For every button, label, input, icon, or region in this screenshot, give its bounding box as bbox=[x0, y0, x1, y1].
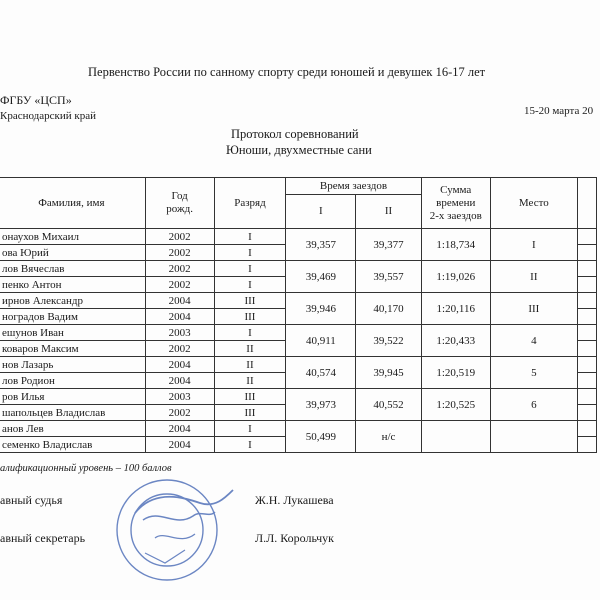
extra-cell bbox=[577, 405, 596, 421]
event-dates: 15-20 марта 20 bbox=[524, 105, 594, 117]
header-total: Сумма времени 2-х заездов bbox=[421, 178, 490, 229]
athlete-name: лов Родион bbox=[0, 373, 145, 389]
birth-year: 2002 bbox=[145, 245, 214, 261]
competition-title: Первенство России по санному спорту среди юношей и девушек 16-17 лет bbox=[88, 65, 486, 79]
sport-rank: I bbox=[214, 277, 286, 293]
athlete-name: ирнов Александр bbox=[0, 293, 145, 309]
athlete-name: ова Юрий bbox=[0, 245, 145, 261]
run1-time: 39,357 bbox=[286, 229, 356, 261]
extra-cell bbox=[577, 421, 596, 437]
run2-time: 39,522 bbox=[356, 325, 421, 357]
official-seal-icon bbox=[105, 468, 245, 588]
extra-cell bbox=[577, 261, 596, 277]
header-place: Место bbox=[490, 178, 577, 229]
birth-year: 2002 bbox=[145, 405, 214, 421]
athlete-name: нов Лазарь bbox=[0, 357, 145, 373]
sport-rank: III bbox=[214, 293, 286, 309]
sport-rank: I bbox=[214, 245, 286, 261]
place: I bbox=[490, 229, 577, 261]
total-time: 1:20,433 bbox=[421, 325, 490, 357]
header-year: Год рожд. bbox=[145, 178, 214, 229]
total-time: 1:19,026 bbox=[421, 261, 490, 293]
run2-time: 40,552 bbox=[356, 389, 421, 421]
total-time: 1:20,116 bbox=[421, 293, 490, 325]
birth-year: 2004 bbox=[145, 373, 214, 389]
sport-rank: I bbox=[214, 421, 286, 437]
extra-cell bbox=[577, 341, 596, 357]
athlete-name: лов Вячеслав bbox=[0, 261, 145, 277]
chief-judge-name: Ж.Н. Лукашева bbox=[255, 493, 334, 507]
athlete-name: онаухов Михаил bbox=[0, 229, 145, 245]
protocol-heading: Протокол соревнований bbox=[231, 127, 359, 141]
athlete-name: семенко Владислав bbox=[0, 437, 145, 453]
athlete-name: коваров Максим bbox=[0, 341, 145, 357]
extra-cell bbox=[577, 389, 596, 405]
run2-time: 39,557 bbox=[356, 261, 421, 293]
header-run-times: Время заездов bbox=[286, 178, 421, 195]
run1-time: 40,911 bbox=[286, 325, 356, 357]
birth-year: 2002 bbox=[145, 341, 214, 357]
table-row bbox=[0, 357, 597, 373]
birth-year: 2004 bbox=[145, 357, 214, 373]
extra-cell bbox=[577, 373, 596, 389]
sport-rank: III bbox=[214, 389, 286, 405]
total-time bbox=[421, 421, 490, 453]
place: II bbox=[490, 261, 577, 293]
athlete-name: пенко Антон bbox=[0, 277, 145, 293]
run2-time: 39,945 bbox=[356, 357, 421, 389]
birth-year: 2004 bbox=[145, 421, 214, 437]
extra-cell bbox=[577, 277, 596, 293]
header-extra bbox=[577, 178, 596, 229]
birth-year: 2003 bbox=[145, 325, 214, 341]
sport-rank: I bbox=[214, 325, 286, 341]
athlete-name: ров Илья bbox=[0, 389, 145, 405]
run2-time: 39,377 bbox=[356, 229, 421, 261]
athlete-name: анов Лев bbox=[0, 421, 145, 437]
qualification-note: алификационный уровень – 100 баллов bbox=[0, 463, 172, 474]
birth-year: 2004 bbox=[145, 309, 214, 325]
chief-judge-role: авный судья bbox=[0, 493, 63, 507]
extra-cell bbox=[577, 357, 596, 373]
run1-time: 39,973 bbox=[286, 389, 356, 421]
total-time: 1:18,734 bbox=[421, 229, 490, 261]
extra-cell bbox=[577, 245, 596, 261]
birth-year: 2003 bbox=[145, 389, 214, 405]
header-rank: Разряд bbox=[214, 178, 286, 229]
table-row bbox=[0, 421, 597, 437]
sport-rank: I bbox=[214, 229, 286, 245]
athlete-name: шапольцев Владислав bbox=[0, 405, 145, 421]
place: 6 bbox=[490, 389, 577, 421]
place bbox=[490, 421, 577, 453]
total-time: 1:20,519 bbox=[421, 357, 490, 389]
extra-cell bbox=[577, 293, 596, 309]
chief-secretary-role: авный секретарь bbox=[0, 531, 86, 545]
region: Краснодарский край bbox=[0, 110, 97, 122]
table-row bbox=[0, 293, 597, 309]
birth-year: 2002 bbox=[145, 229, 214, 245]
sport-rank: III bbox=[214, 309, 286, 325]
table-row bbox=[0, 261, 597, 277]
header-run1: I bbox=[286, 195, 356, 229]
sport-rank: I bbox=[214, 261, 286, 277]
table-row bbox=[0, 229, 597, 245]
sport-rank: II bbox=[214, 341, 286, 357]
run1-time: 39,469 bbox=[286, 261, 356, 293]
sport-rank: II bbox=[214, 357, 286, 373]
total-time: 1:20,525 bbox=[421, 389, 490, 421]
sport-rank: I bbox=[214, 437, 286, 453]
run1-time: 50,499 bbox=[286, 421, 356, 453]
run1-time: 40,574 bbox=[286, 357, 356, 389]
extra-cell bbox=[577, 437, 596, 453]
extra-cell bbox=[577, 309, 596, 325]
place: III bbox=[490, 293, 577, 325]
organization: ФГБУ «ЦСП» bbox=[0, 93, 72, 107]
run2-time: н/с bbox=[356, 421, 421, 453]
extra-cell bbox=[577, 325, 596, 341]
birth-year: 2004 bbox=[145, 437, 214, 453]
results-table bbox=[0, 177, 597, 453]
sport-rank: II bbox=[214, 373, 286, 389]
birth-year: 2004 bbox=[145, 293, 214, 309]
run2-time: 40,170 bbox=[356, 293, 421, 325]
birth-year: 2002 bbox=[145, 261, 214, 277]
header-run2: II bbox=[356, 195, 421, 229]
birth-year: 2002 bbox=[145, 277, 214, 293]
extra-cell bbox=[577, 229, 596, 245]
place: 5 bbox=[490, 357, 577, 389]
run1-time: 39,946 bbox=[286, 293, 356, 325]
athlete-name: ешунов Иван bbox=[0, 325, 145, 341]
header-name: Фамилия, имя bbox=[0, 178, 145, 229]
table-row bbox=[0, 389, 597, 405]
category-heading: Юноши, двухместные сани bbox=[226, 143, 372, 157]
sport-rank: III bbox=[214, 405, 286, 421]
table-row bbox=[0, 325, 597, 341]
athlete-name: ноградов Вадим bbox=[0, 309, 145, 325]
chief-secretary-name: Л.Л. Корольчук bbox=[255, 531, 334, 545]
place: 4 bbox=[490, 325, 577, 357]
